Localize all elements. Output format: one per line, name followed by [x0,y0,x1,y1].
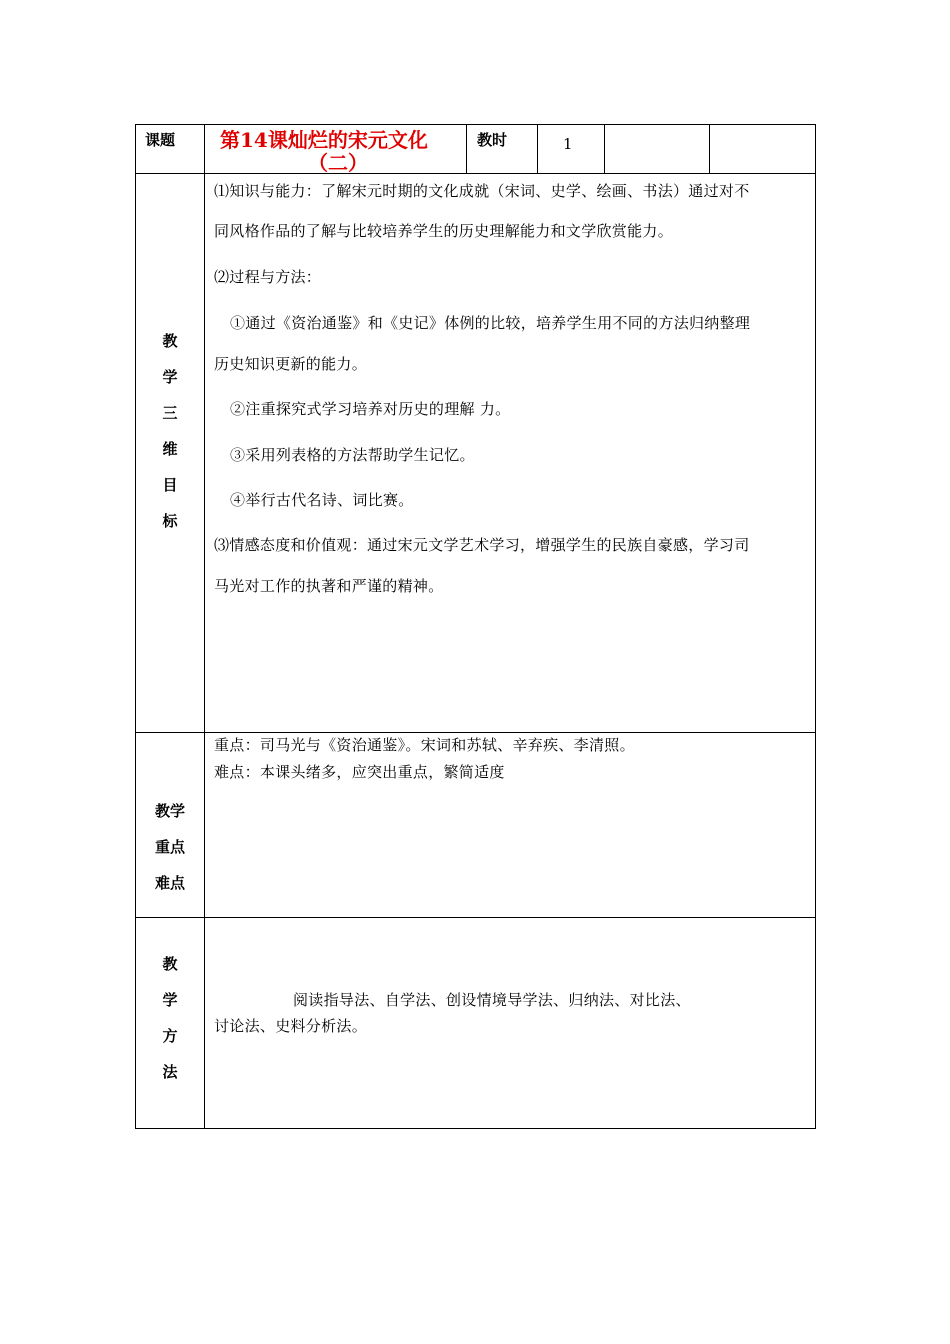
objective-line: ①通过《资治通鉴》和《史记》体例的比较，培养学生用不同的方法归纳整理 [230,314,751,332]
methods-label-char: 教 [162,955,178,973]
objectives-label-char: 维 [162,440,178,458]
difficulty-text: 难点：本课头绪多，应突出重点，繁简适度 [214,763,505,781]
methods-label-char: 方 [162,1027,178,1045]
row-divider-1 [135,173,816,174]
key-points-label-line: 重点 [154,838,185,856]
objectives-label-char: 标 [162,512,178,530]
objectives-label-char: 三 [162,404,178,422]
lesson-title-line2: （二） [308,151,368,175]
key-points-label [136,800,204,908]
lesson-title-line1: 第14课灿烂的宋元文化 [220,128,428,152]
methods-line2: 讨论法、史料分析法。 [214,1017,368,1035]
objective-line: ④举行古代名诗、词比赛。 [230,491,414,509]
objectives-label-char: 学 [162,368,178,386]
methods-label-char: 学 [162,991,178,1009]
objective-line: ②注重探究式学习培养对历史的理解 力。 [230,400,511,418]
header-divider-3 [604,124,605,174]
row-divider-2 [135,732,816,733]
methods-label [136,953,204,1097]
header-divider-1 [466,124,467,174]
row-divider-3 [135,917,816,918]
objective-line: ⑴知识与能力：了解宋元时期的文化成就（宋词、史学、绘画、书法）通过对不 [214,182,750,200]
objectives-label-char: 教 [162,332,178,350]
focus-text: 重点：司马光与《资治通鉴》。宋词和苏轼、辛弃疾、李清照。 [214,736,635,754]
objectives-label [136,330,204,546]
objective-line: ⑶情感态度和价值观：通过宋元文学艺术学习，增强学生的民族自豪感，学习司 [214,536,750,554]
methods-label-char: 法 [162,1063,178,1081]
header-divider-2 [537,124,538,174]
label-column-divider [204,124,205,1129]
objective-line: ③采用列表格的方法帮助学生记忆。 [230,446,475,464]
objective-line: 同风格作品的了解与比较培养学生的历史理解能力和文学欣赏能力。 [214,222,674,240]
objective-line: 历史知识更新的能力。 [214,355,368,373]
table-border-right [815,124,816,1129]
key-points-label-line: 教学 [154,802,185,820]
subject-label: 课题 [145,131,176,149]
header-divider-4 [709,124,710,174]
table-border-bottom [135,1128,816,1129]
methods-line1: 阅读指导法、自学法、创设情境导学法、归纳法、对比法、 [293,991,691,1009]
period-label: 教时 [477,131,508,149]
objective-line: ⑵过程与方法： [214,268,322,286]
key-points-label-line: 难点 [154,874,185,892]
objectives-label-char: 目 [162,476,178,494]
period-value: 1 [563,135,573,153]
objective-line: 马光对工作的执著和严谨的精神。 [214,577,444,595]
